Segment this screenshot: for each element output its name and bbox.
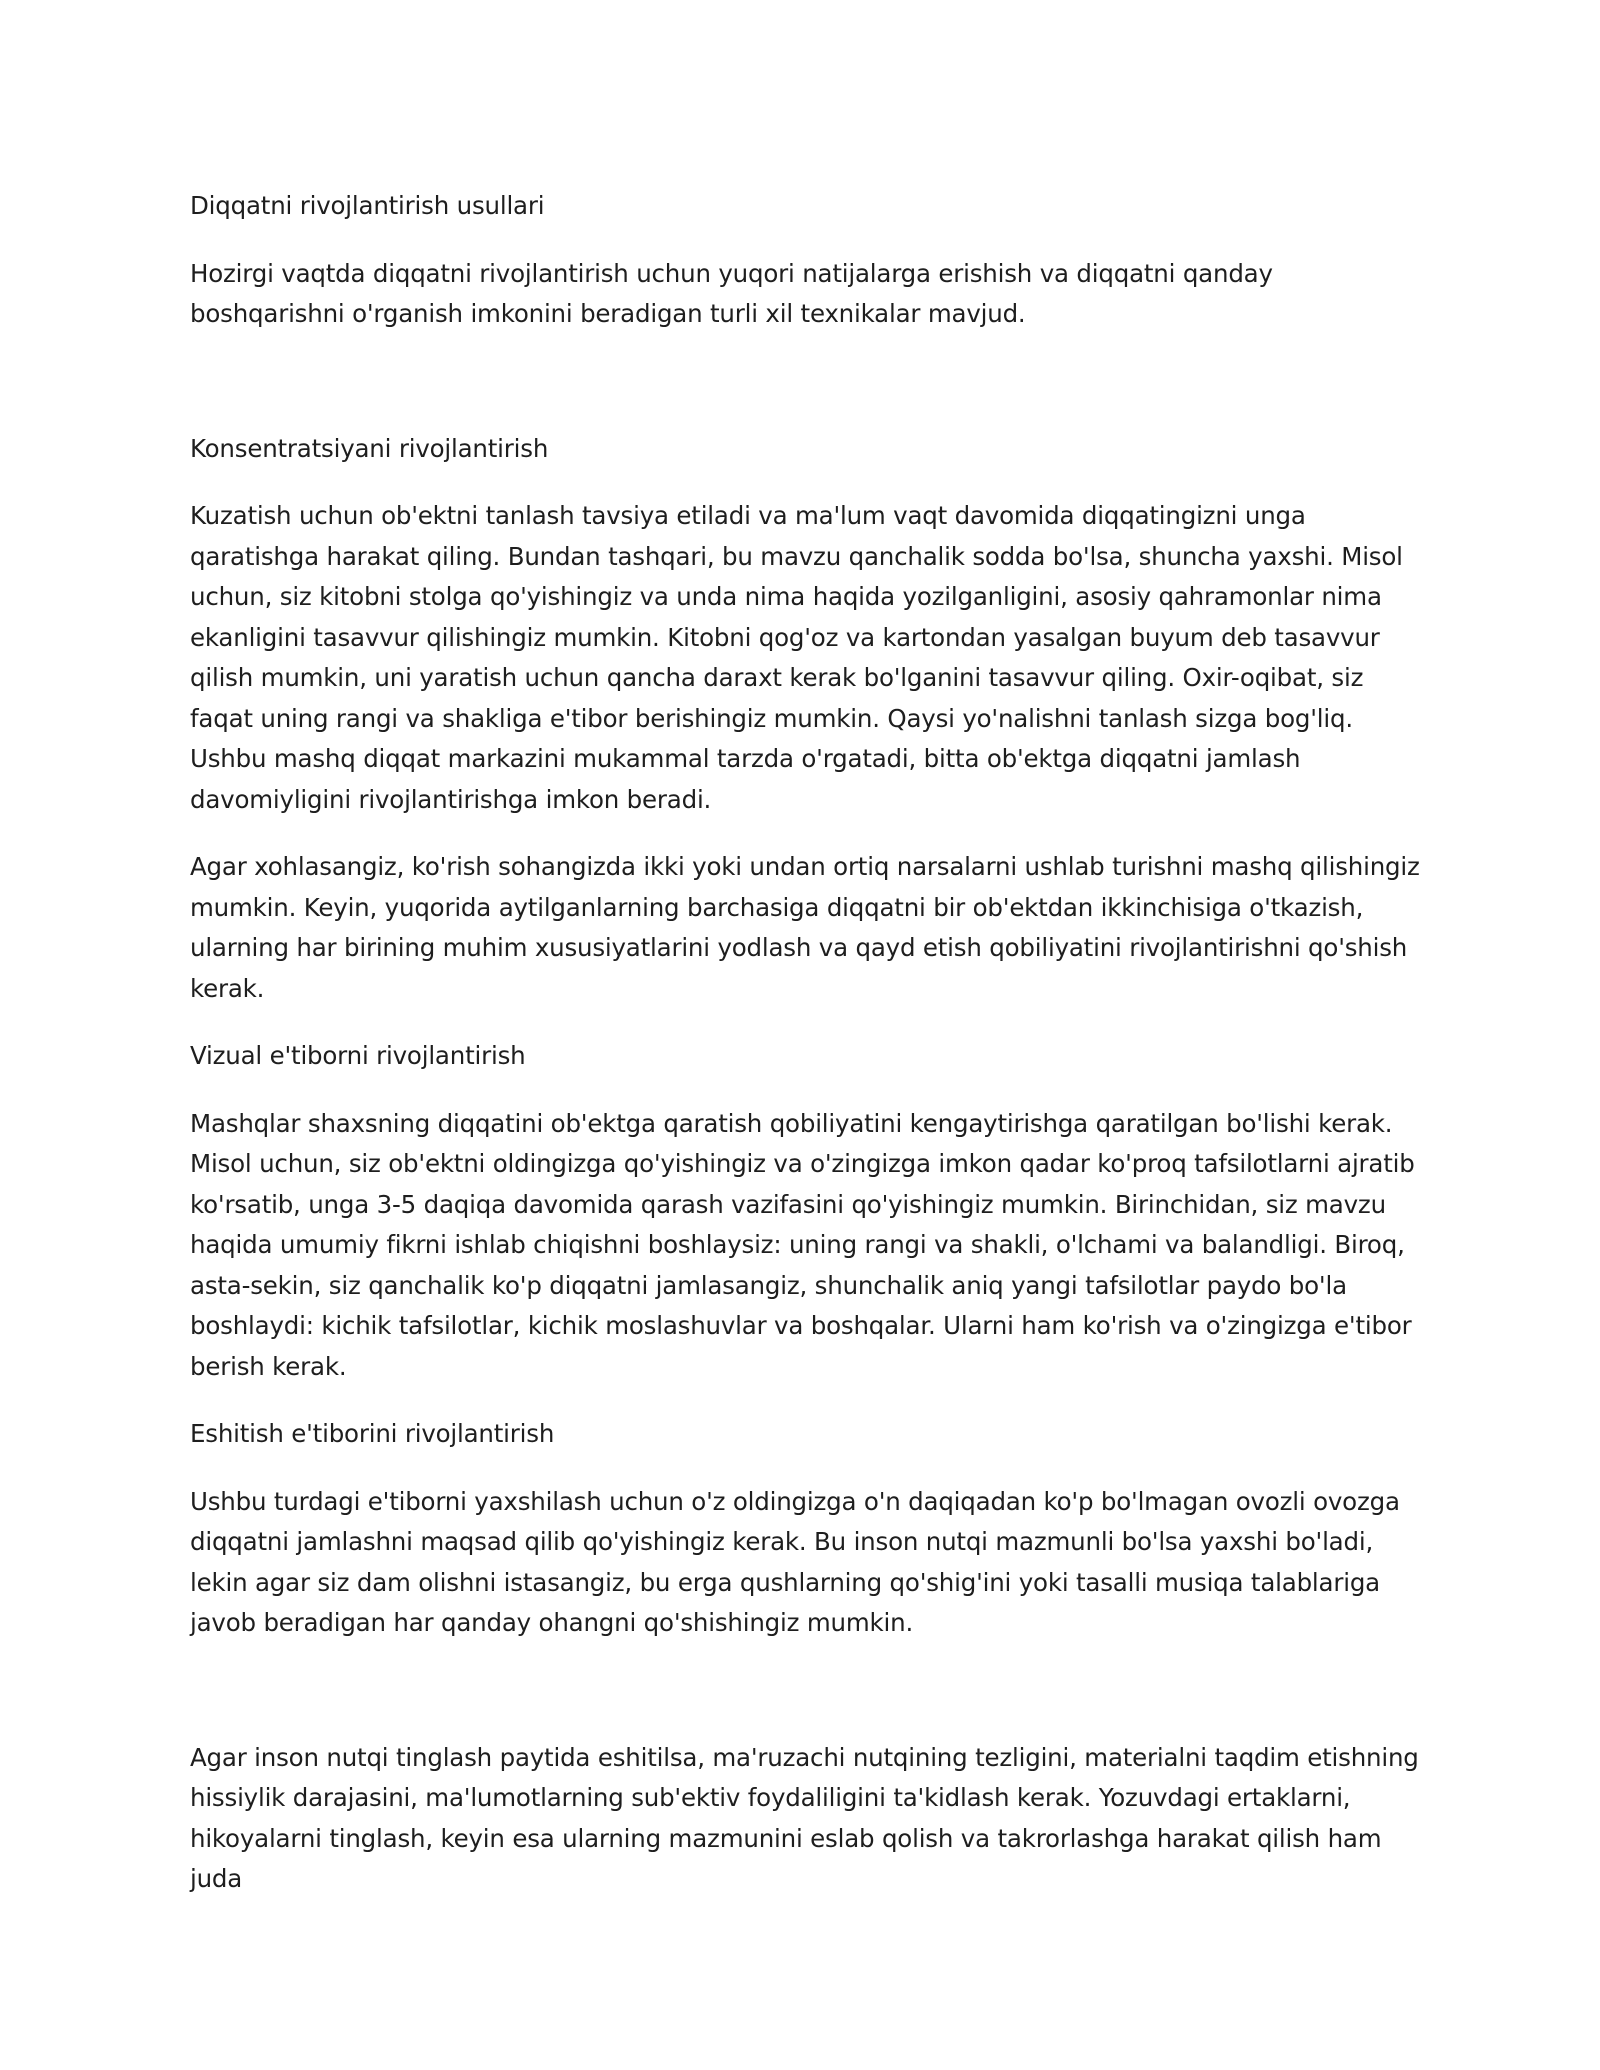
concentration-paragraph-2: Agar xohlasangiz, ko'rish sohangizda ikki yoki undan ortiq narsalarni ushlab turishni mashq qilishingiz mumkin. Keyin, yuqorida aytilganlarning barchasiga diqqatni bir ob'ektdan ikkinchisiga o'tkazish, ularning har birining muhim xususiyatlarini yodlash va qayd etish qobiliyatini rivojlantirishni qo'shish kerak. xyxy=(190,852,1420,1003)
section-heading-auditory: Eshitish e'tiborini rivojlantirish xyxy=(190,1419,555,1448)
concentration-paragraph-1: Kuzatish uchun ob'ektni tanlash tavsiya etiladi va ma'lum vaqt davomida diqqatingizni unga qaratishga harakat qiling. Bundan tashqari, bu mavzu qanchalik sodda bo'lsa, shuncha yaxshi. Misol uchun, siz kitobni stolga qo'yishingiz va unda nima haqida yozilganligini, asosiy qahramonlar nima ekanligini tasavvur qilishingiz mumkin. Kitobni qog'oz va kartondan yasalgan buyum deb tasavvur qilish mumkin, uni yaratish uchun qancha daraxt kerak bo'lganini tasavvur qiling. Oxir-oqibat, siz faqat uning rangi va shakliga e'tibor berishingiz mumkin. Qaysi yo'nalishni tanlash sizga bog'liq. Ushbu mashq diqqat markazini mukammal tarzda o'rgatadi, bitta ob'ektga diqqatni jamlash davomiyligini rivojlantirishga imkon beradi. xyxy=(190,501,1403,814)
blank-line xyxy=(190,1671,1420,1738)
section-heading-visual: Vizual e'tiborni rivojlantirish xyxy=(190,1041,526,1070)
document-title: Diqqatni rivojlantirish usullari xyxy=(190,191,545,220)
auditory-paragraph-1: Ushbu turdagi e'tiborni yaxshilash uchun o'z oldingizga o'n daqiqadan ko'p bo'lmagan ovozli ovozga diqqatni jamlashni maqsad qilib qo'yishingiz kerak. Bu inson nutqi mazmunli bo'lsa yaxshi bo'ladi, lekin agar siz dam olishni istasangiz, bu erga qushlarning qo'shig'ini yoki tasalli musiqa talablariga javob beradigan har qanday ohangni qo'shishingiz mumkin. xyxy=(190,1486,1400,1637)
section-heading-concentration: Konsentratsiyani rivojlantirish xyxy=(190,433,549,463)
visual-paragraph-1: Mashqlar shaxsning diqqatini ob'ektga qaratish qobiliyatini kengaytirishga qaratilgan bo'lishi kerak. Misol uchun, siz ob'ektni oldingizga qo'yishingiz va o'zingizga imkon qadar ko'proq tafsilotlarni ajratib ko'rsatib, unga 3-5 daqiqa davomida qarash vazifasini qo'yishingiz mumkin. Birinchidan, siz mavzu haqida umumiy fikrni ishlab chiqishni boshlaysiz: uning rangi va shakli, o'lchami va balandligi. Biroq, asta-sekin, siz qanchalik ko'p diqqatni jamlasangiz, shunchalik aniq yangi tafsilotlar paydo bo'la boshlaydi: kichik tafsilotlar, kichik moslashuvlar va boshqalar. Ularni ham ko'rish va o'zingizga e'tibor berish kerak. xyxy=(190,1108,1415,1381)
document-body xyxy=(190,186,1420,1927)
intro-paragraph: Hozirgi vaqtda diqqatni rivojlantirish uchun yuqori natijalarga erishish va diqqatni qanday boshqarishni o'rganish imkonini beradigan turli xil texnikalar mavjud. xyxy=(190,258,1273,328)
blank-line xyxy=(190,362,1420,429)
auditory-paragraph-2: Agar inson nutqi tinglash paytida eshitilsa, ma'ruzachi nutqining tezligini, materialni taqdim etishning hissiylik darajasini, ma'lumotlarning sub'ektiv foydaliligini ta'kidlash kerak. Yozuvdagi ertaklarni, hikoyalarni tinglash, keyin esa ularning mazmunini eslab qolish va takrorlashga harakat qilish ham juda xyxy=(190,1742,1419,1893)
